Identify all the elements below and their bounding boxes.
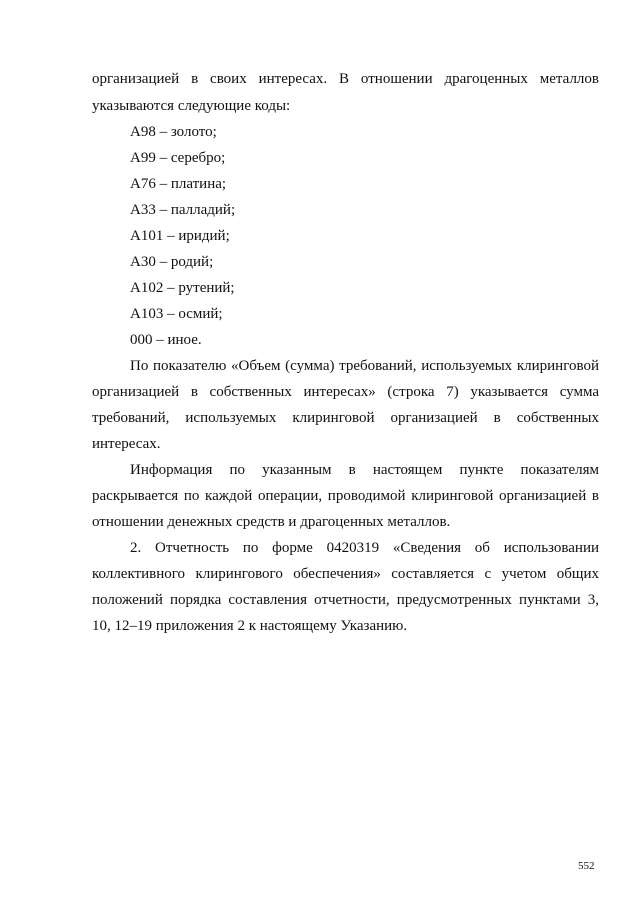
line7-paragraph-line-2: организацией в собственных интересах» (строка 7) указывается сумма — [92, 384, 599, 400]
code-item: 000 – иное. — [130, 332, 202, 348]
code-item: А101 – иридий; — [130, 228, 230, 244]
line7-paragraph-line-4: интересах. — [92, 436, 161, 452]
code-item: А99 – серебро; — [130, 150, 226, 166]
code-item: А30 – родий; — [130, 254, 214, 270]
code-item: А76 – платина; — [130, 176, 227, 192]
code-item: А98 – золото; — [130, 124, 217, 140]
intro-line-2: указываются следующие коды: — [92, 98, 291, 114]
section-2-line-4: 10, 12–19 приложения 2 к настоящему Указанию. — [92, 618, 408, 634]
code-item: А33 – палладий; — [130, 202, 236, 218]
line7-paragraph-line-1: По показателю «Объем (сумма) требований, используемых клиринговой — [130, 358, 599, 374]
info-paragraph-line-1: Информация по указанным в настоящем пункте показателям — [130, 462, 599, 478]
intro-line-1: организацией в своих интересах. В отношении драгоценных металлов — [92, 71, 599, 87]
info-paragraph-line-2: раскрывается по каждой операции, проводимой клиринговой организацией в — [92, 488, 599, 504]
section-2-line-3: положений порядка составления отчетности, предусмотренных пунктами 3, — [92, 592, 599, 608]
line7-paragraph-line-3: требований, используемых клиринговой организацией в собственных — [92, 410, 599, 426]
code-item: А103 – осмий; — [130, 306, 223, 322]
page-number: 552 — [578, 860, 595, 872]
section-2-line-2: коллективного клирингового обеспечения» составляется с учетом общих — [92, 566, 599, 582]
code-item: А102 – рутений; — [130, 280, 235, 296]
section-2-line-1: 2. Отчетность по форме 0420319 «Сведения об использовании — [130, 540, 599, 556]
info-paragraph-line-3: отношении денежных средств и драгоценных металлов. — [92, 514, 451, 530]
